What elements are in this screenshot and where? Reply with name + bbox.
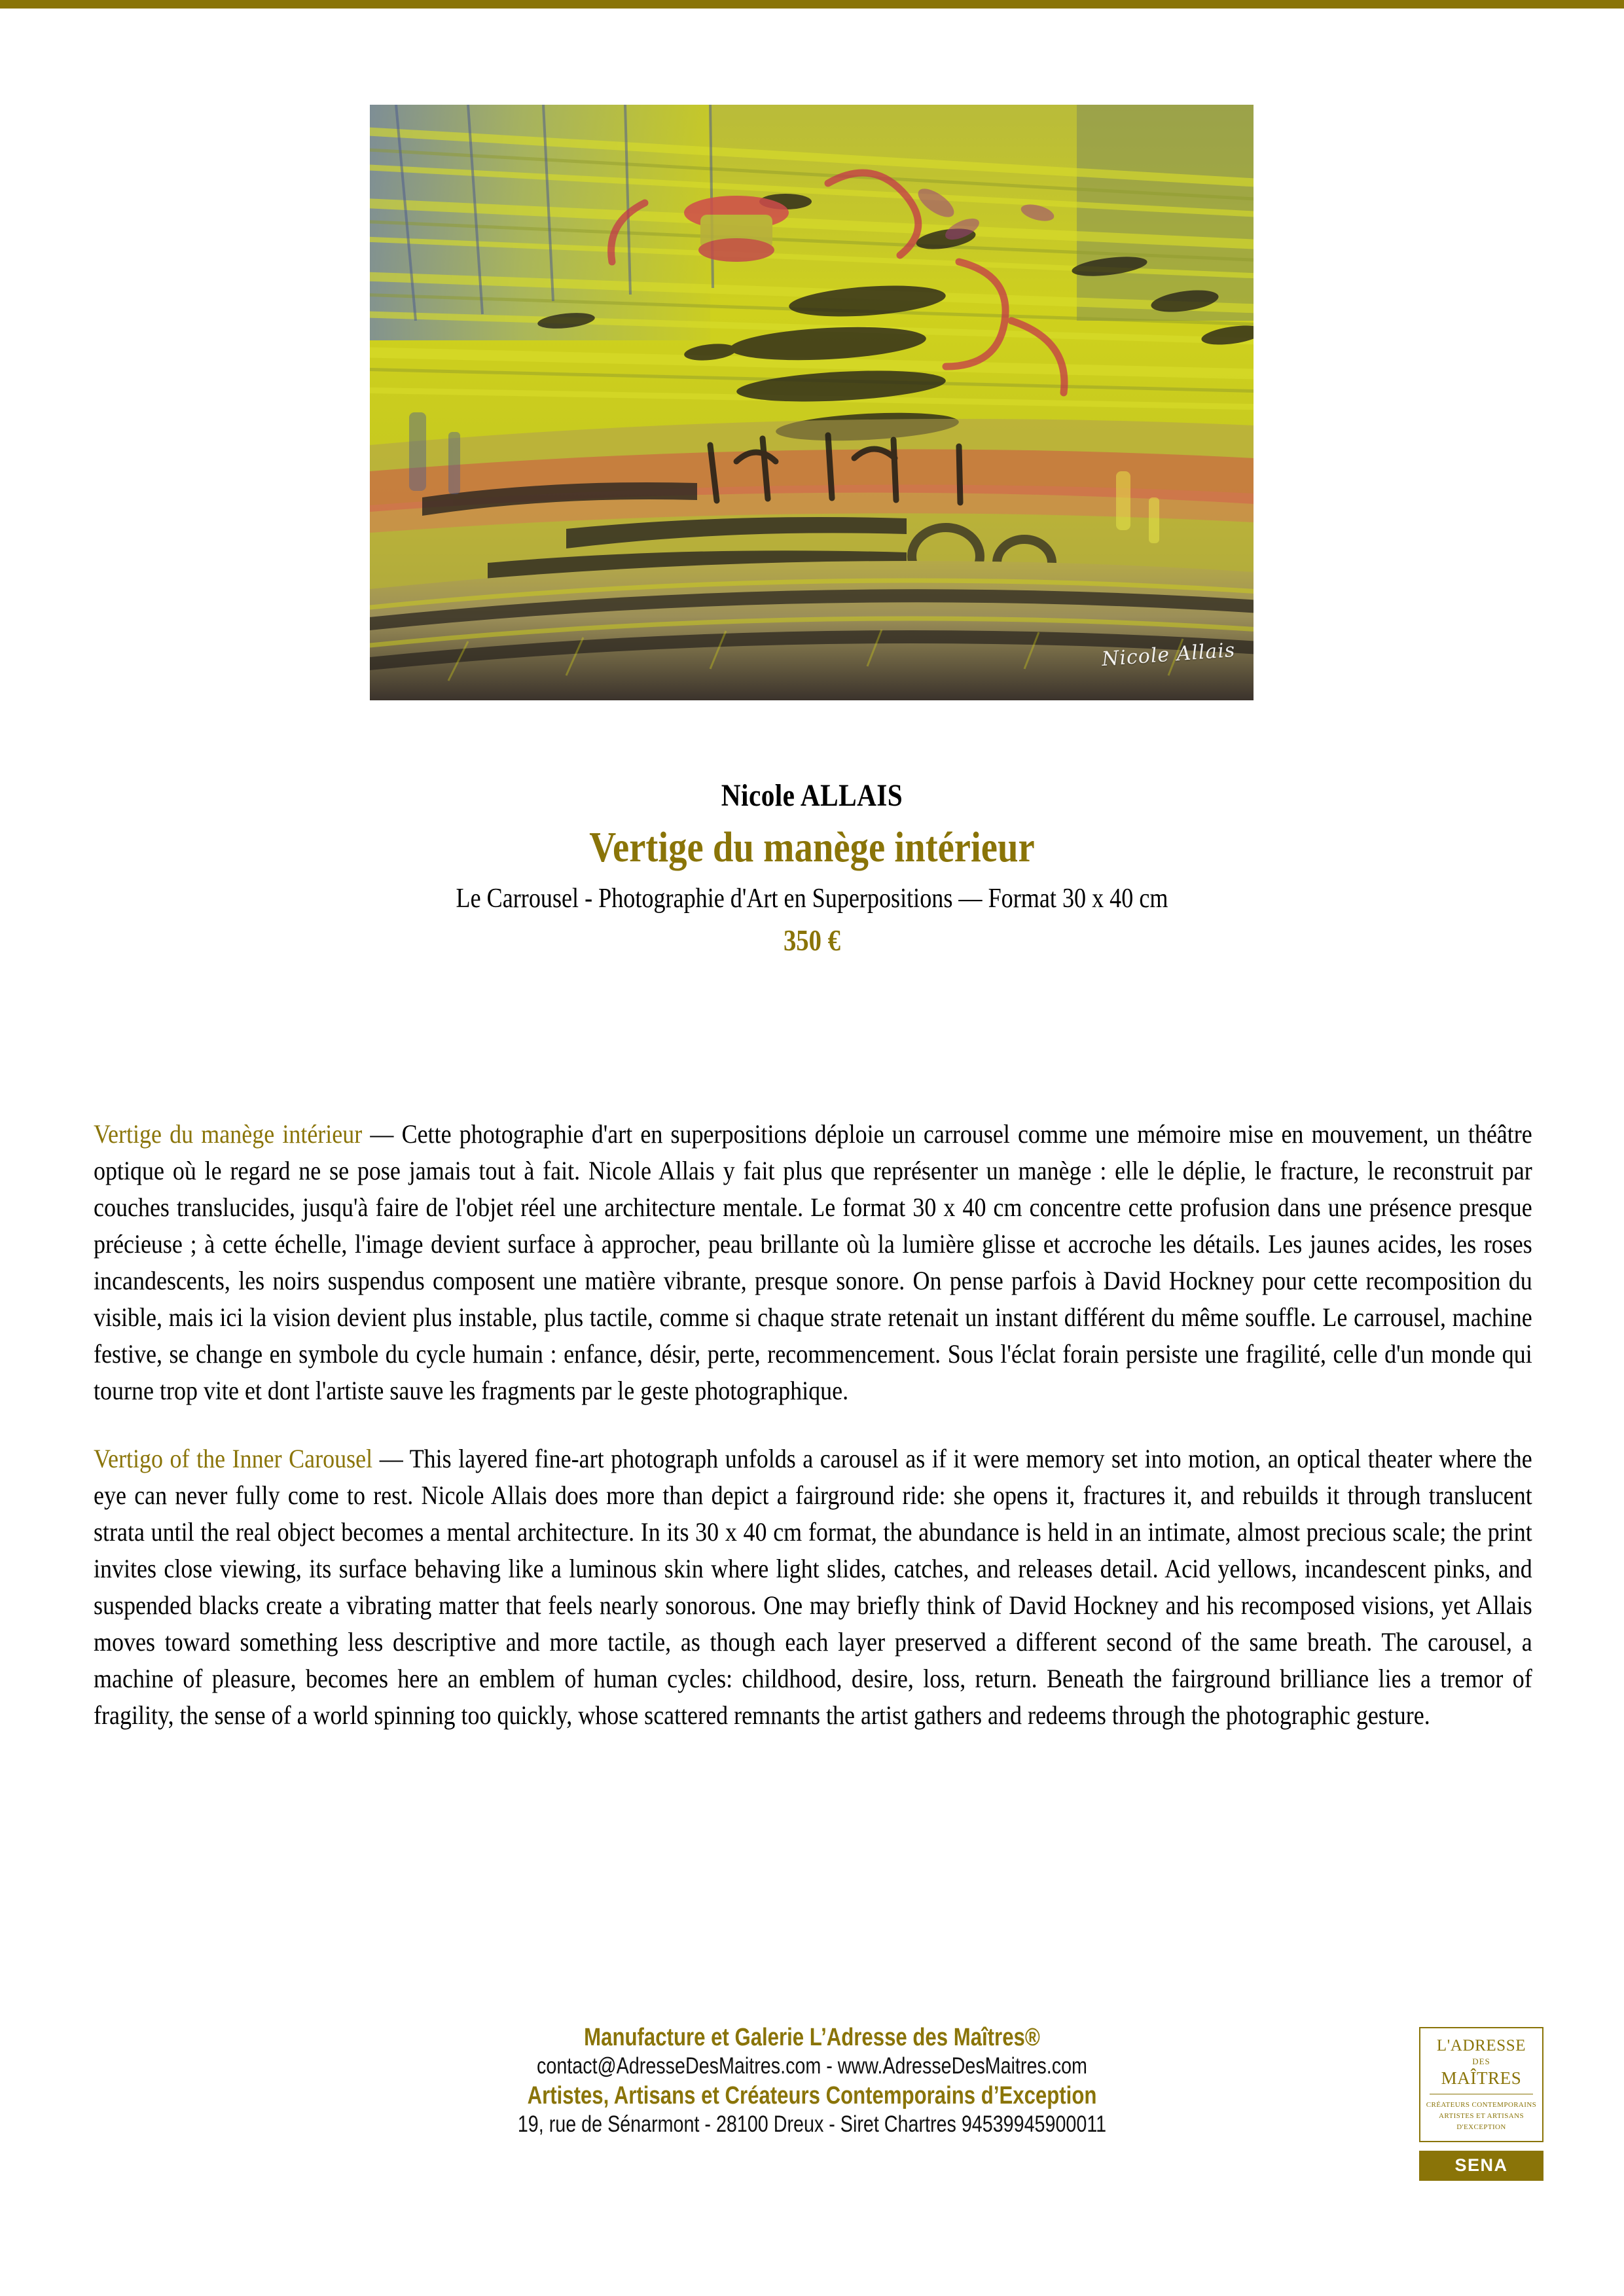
title-block [0, 778, 1624, 958]
artist-signature: Nicole Allais [1100, 638, 1236, 672]
logo-tagline-3: D'EXCEPTION [1456, 2123, 1506, 2131]
artist-name: Nicole ALLAIS [721, 778, 903, 813]
brand-logo-area [1419, 2027, 1543, 2181]
artwork-subtitle: Le Carrousel - Photographie d'Art en Superpositions — Format 30 x 40 cm [456, 884, 1168, 914]
artwork-illustration [370, 105, 1254, 700]
footer [0, 2022, 1624, 2139]
footer-slogan: Artistes, Artisans et Créateurs Contemporains d’Exception [527, 2082, 1097, 2110]
sena-badge: SENA [1419, 2151, 1543, 2181]
description-paragraph-fr [94, 1116, 1532, 1409]
artwork-image-container [370, 105, 1254, 700]
top-accent-bar [0, 0, 1624, 9]
description-section [94, 1116, 1531, 1734]
artwork-image [370, 105, 1254, 700]
description-dash-en: — [372, 1444, 410, 1473]
logo-line-adresse: L'ADRESSE [1436, 2037, 1526, 2054]
description-lead-en: Vertigo of the Inner Carousel [94, 1444, 373, 1473]
description-lead-fr: Vertige du manège intérieur [94, 1119, 363, 1149]
logo-tagline-2: ARTISTES ET ARTISANS [1439, 2111, 1524, 2120]
footer-company-name: Manufacture et Galerie L’Adresse des Maîtres® [584, 2024, 1040, 2051]
brand-logo [1419, 2027, 1543, 2142]
footer-contact[interactable]: contact@AdresseDesMaitres.com - www.AdresseDesMaitres.com [537, 2053, 1087, 2079]
footer-address: 19, rue de Sénarmont - 28100 Dreux - Siret Chartres 94539945900011 [517, 2111, 1107, 2138]
logo-tagline-1: CRÉATEURS CONTEMPORAINS [1426, 2100, 1537, 2109]
description-body-en: This layered fine-art photograph unfolds a carousel as if it were memory set into motion, an optical theater where the eye can never fully come to rest. Nicole Allais does more than depict a fairground ride: she opens it, fractures it, and rebuilds it through translucent strata until the real object becomes a mental architecture. In its 30 x 40 cm format, the abundance is held in an intimate, almost precious scale; the print invites close viewing, its surface behaving like a luminous skin where light slides, catches, and releases detail. Acid yellows, incandescent pinks, and suspended blacks create a vibrating matter that feels nearly sonorous. One may briefly think of David Hockney and his recomposed visions, yet Allais moves toward something less descriptive and more tactile, as though each layer preserved a different second of the same breath. The carousel, a machine of pleasure, becomes here an emblem of human cycles: childhood, desire, loss, return. Beneath the fairground brilliance lies a tremor of fragility, the sense of a world spinning too quickly, whose scattered remnants the artist gathers and redeems through the photographic gesture. [94, 1444, 1532, 1730]
logo-line-maitres: MAÎTRES [1441, 2068, 1522, 2088]
description-dash-fr: — [362, 1119, 402, 1149]
description-paragraph-en [94, 1441, 1532, 1734]
description-body-fr: Cette photographie d'art en superpositions déploie un carrousel comme une mémoire mise en mouvement, un théâtre optique où le regard ne se pose jamais tout à fait. Nicole Allais y fait plus que représenter un manège : elle le déplie, le fracture, le reconstruit par couches translucides, jusqu'à faire de l'objet réel une architecture mentale. Le format 30 x 40 cm concentre cette profusion dans une présence presque précieuse ; à cette échelle, l'image devient surface à approcher, peau brillante où la lumière glisse et accroche les détails. Les jaunes acides, les roses incandescents, les noirs suspendus composent une matière vibrante, presque sonore. On pense parfois à David Hockney pour cette recomposition du visible, mais ici la vision devient plus instable, plus tactile, comme si chaque strate retenait un instant différent du même souffle. Le carrousel, machine festive, se change en symbole du cycle humain : enfance, désir, perte, recommencement. Sous l'éclat forain persiste une fragilité, celle d'un monde qui tourne trop vite et dont l'artiste sauve les fragments par le geste photographique. [94, 1119, 1532, 1405]
artwork-title: Vertige du manège intérieur [589, 823, 1035, 871]
artwork-price: 350 € [783, 924, 841, 957]
logo-line-des: DES [1472, 2056, 1490, 2066]
